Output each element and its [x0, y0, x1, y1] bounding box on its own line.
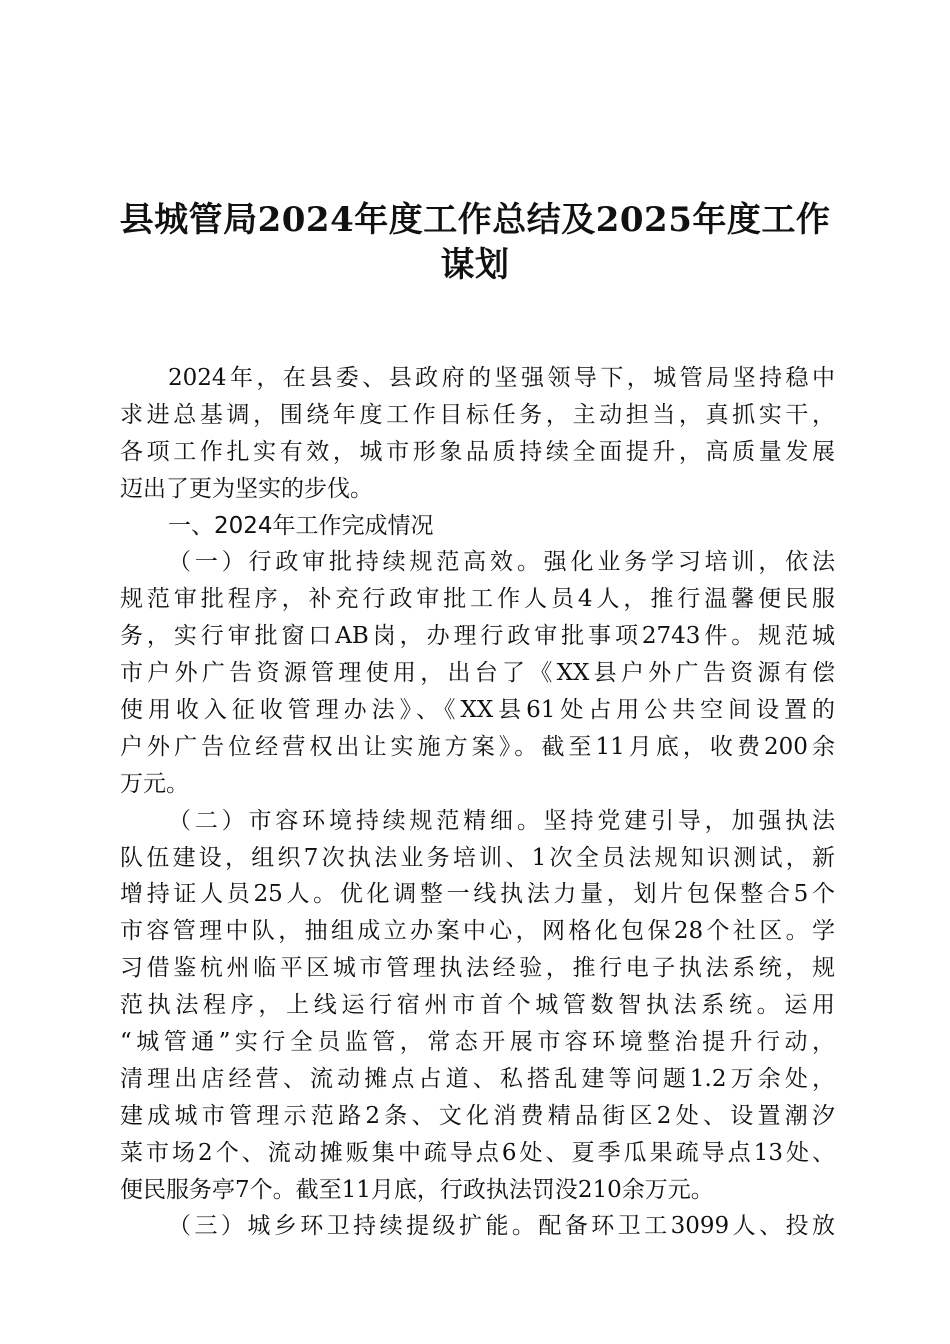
paragraph-line: 清理出店经营、流动摊点占道、私搭乱建等问题1.2万余处， [120, 1065, 835, 1092]
paragraph-line: 增持证人员25人。优化调整一线执法力量，划片包保整合5个 [120, 881, 835, 908]
paragraph-line: 建成城市管理示范路2条、文化消费精品街区2处、设置潮汐 [120, 1102, 835, 1129]
paragraph-line: 各项工作扎实有效，城市形象品质持续全面提升，高质量发展 [120, 438, 835, 465]
paragraph-line: 求进总基调，围绕年度工作目标任务，主动担当，真抓实干， [120, 401, 835, 428]
paragraph-line: 使用收入征收管理办法》、《XX县61处占用公共空间设置的 [120, 697, 835, 724]
paragraph-line: “城管通”实行全员监管，常态开展市容环境整治提升行动， [120, 1029, 835, 1056]
paragraph-line: 范执法程序，上线运行宿州市首个城管数智执法系统。运用 [120, 992, 835, 1019]
paragraph-line: 户外广告位经营权出让实施方案》。截至11月底，收费200余 [120, 733, 835, 760]
paragraph-line: 2024年，在县委、县政府的坚强领导下，城管局坚持稳中 [168, 365, 835, 391]
paragraph-line: 市容管理中队，抽组成立办案中心，网格化包保28个社区。学 [120, 918, 835, 945]
section-heading: 一、2024年工作完成情况 [168, 512, 434, 539]
paragraph-line: 习借鉴杭州临平区城市管理执法经验，推行电子执法系统，规 [120, 955, 835, 982]
document-title-line-1: 县城管局2024年度工作总结及2025年度工作 [119, 200, 831, 240]
paragraph-line: （三）城乡环卫持续提级扩能。配备环卫工3099人、投放 [168, 1213, 835, 1240]
document-body [120, 360, 835, 1245]
paragraph-line: 迈出了更为坚实的步伐。 [120, 475, 373, 502]
paragraph-line: （二）市容环境持续规范精细。坚持党建引导，加强执法 [168, 807, 835, 834]
paragraph-line: 务，实行审批窗口AB岗，办理行政审批事项2743件。规范城 [120, 623, 835, 650]
paragraph-line: 便民服务亭7个。截至11月底，行政执法罚没210余万元。 [120, 1176, 714, 1203]
paragraph-line: 规范审批程序，补充行政审批工作人员4人，推行温馨便民服 [120, 586, 835, 613]
paragraph-line: 菜市场2个、流动摊贩集中疏导点6处、夏季瓜果疏导点13处、 [120, 1139, 835, 1166]
paragraph-line: 队伍建设，组织7次执法业务培训、1次全员法规知识测试，新 [120, 844, 835, 871]
paragraph-line: 万元。 [120, 770, 189, 797]
document-title-line-2: 谋划 [440, 245, 510, 285]
paragraph-line: （一）行政审批持续规范高效。强化业务学习培训，依法 [168, 549, 835, 576]
paragraph-line: 市户外广告资源管理使用，出台了《XX县户外广告资源有偿 [120, 660, 835, 687]
